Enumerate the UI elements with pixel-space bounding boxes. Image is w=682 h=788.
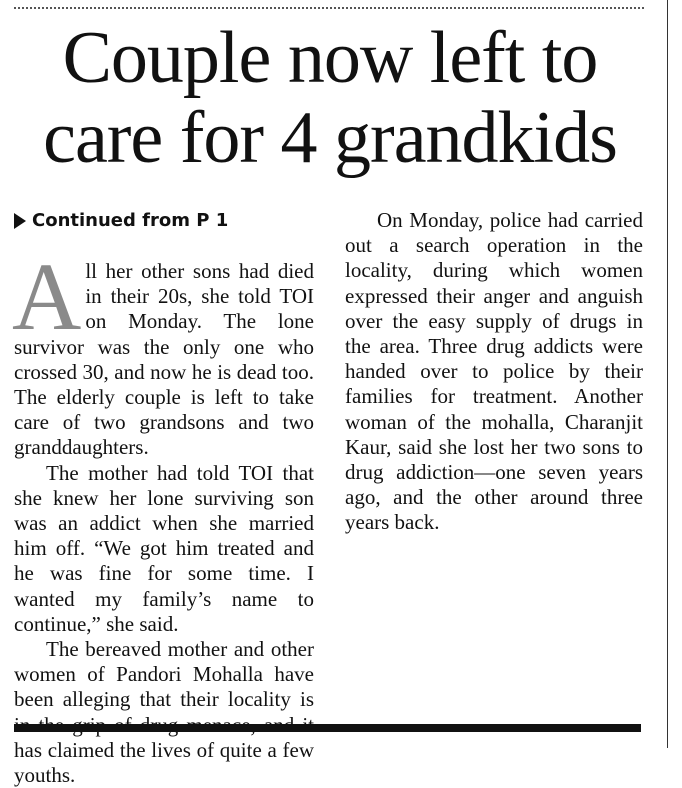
paragraph-4: On Monday, police had carried out a search operation in the locality, during which women expressed their anger and anguish over the easy supply of drugs in the area. Three drug addicts were handed over to police by their families for treatment. Another woman of the mohalla, Charanjit Kaur, said she lost her two sons to drug addiction—one seven years ago, and the other around three years back. — [345, 208, 643, 535]
continued-text: Continued from P 1 — [32, 210, 229, 231]
top-dotted-rule — [14, 7, 644, 9]
continued-from-label — [14, 208, 314, 233]
dropcap-letter: A — [12, 243, 82, 350]
paragraph-3: The bereaved mother and other women of Pandori Mohalla have been alleging that their locality is has claimed the lives of quite a few youths. — [14, 637, 314, 788]
article-column-right — [345, 208, 643, 536]
paragraph-2: The mother had told TOI that she knew her lone surviving son was an addict when she married him off. “We got him treated and he was fine for some time. I wanted my family’s name to continue,” she said. — [14, 460, 314, 636]
paragraph-1-text: ll her other sons had died in their 20s, she told TOI on Monday. The lone survivor was the only one who crossed 30, and now he is dead too. The elderly couple is left to take care of two grandsons and two granddaughters. — [14, 259, 314, 460]
headline — [10, 18, 650, 178]
article-column-left — [14, 208, 314, 788]
column-divider-rule — [667, 0, 668, 748]
headline-line-2: care for 4 grandkids — [43, 97, 617, 179]
headline-line-1: Couple now left to — [62, 17, 598, 99]
paragraph-1 — [12, 243, 314, 461]
bottom-rule — [14, 724, 641, 732]
right-triangle-icon — [14, 213, 26, 229]
